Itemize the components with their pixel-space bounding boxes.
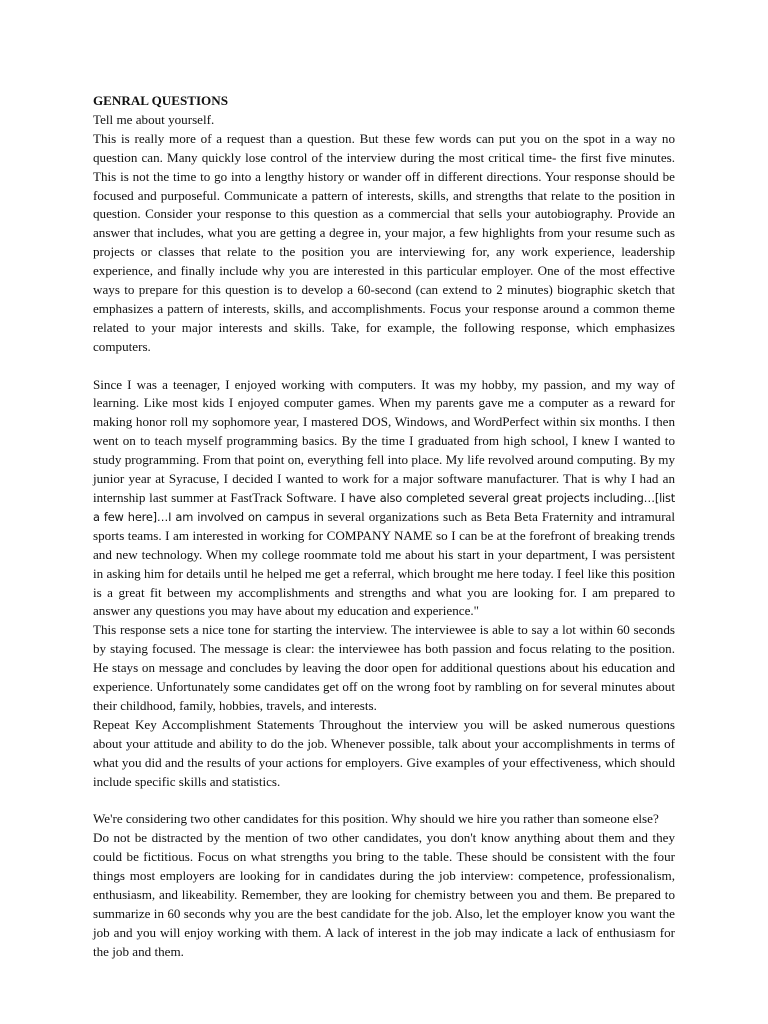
answer-paragraph-why-hire-you: Do not be distracted by the mention of two other candidates, you don't know anything about them and they could be fictitious. Focus on what strengths you bring to the table. These should be consistent with the four things most employers are looking for in candidates during the job interview: competence, professionalism, enthusiasm, and likeability. Remember, they are looking for chemistry between you and them. Be prepared to summarize in 60 seconds why you are the best candidate for the job. Also, let the employer know you want the job and you will enjoy working with them. A lack of interest in the job may indicate a lack of enthusiasm for the job and them. [93,830,675,959]
sample-response-paragraph [93,376,675,622]
response-analysis-paragraph: This response sets a nice tone for starting the interview. The interviewee is able to say a lot within 60 seconds by staying focused. The message is clear: the interviewee has both passion and focus relating to the position. He stays on message and concludes by leaving the door open for additional questions about his education and experience. Unfortunately some candidates get off on the wrong foot by rambling on for several minutes about their childhood, family, hobbies, travels, and interests. [93,622,675,713]
paragraph-spacer [93,357,675,376]
sample-response-text-2: several organizations such as Beta Beta Fraternity and intramural sports teams. I am interested in working for COMPANY NAME so I can be at the forefront of breaking trends and new technology. When my college roommate told me about his start in your department, I was persistent in asking him for details until he helped me get a referral, which brought me here today. I feel like this position is a great fit between my accomplishments and strengths and what you are looking for. I am prepared to answer any questions you may have about my education and experience." [93,508,675,619]
accomplishment-statements-paragraph: Repeat Key Accomplishment Statements Throughout the interview you will be asked numerous questions about your attitude and ability to do the job. Whenever possible, talk about your accomplishments in terms of what you did and the results of your actions for employers. Give examples of your effectiveness, which should include specific skills and statistics. [93,716,675,789]
paragraph-spacer [93,792,675,811]
sample-response-projects-text: have also completed several great projects including…[list a few here]…I am involved on campus in [93,491,675,524]
question-tell-me-about-yourself: Tell me about yourself. [93,111,215,127]
section-heading: GENRAL QUESTIONS [93,93,228,108]
question-why-hire-you: We're considering two other candidates for this position. Why should we hire you rather than someone else? [93,811,659,827]
sample-response-text-1: Since I was a teenager, I enjoyed working with computers. It was my hobby, my passion, and my way of learning. Like most kids I enjoyed computer games. When my parents gave me a computer as a reward for making honor roll my sophomore year, I mastered DOS, Windows, and WordPerfect within six months. I then went on to teach myself programming basics. By the time I graduated from high school, I knew I wanted to study programming. From that point on, everything fell into place. My life revolved around computing. By my junior year at Syracuse, I decided I wanted to work for a major software manufacturer. That is why I had an internship last summer at FastTrack Software. I [93,376,675,506]
answer-paragraph-intro: This is really more of a request than a question. But these few words can put you on the spot in a way no question can. Many quickly lose control of the interview during the most critical time- the first five minutes. This is not the time to go into a lengthy history or wander off in different directions. Your response should be focused and purposeful. Communicate a pattern of interests, skills, and strengths that relate to the position in question. Consider your response to this question as a commercial that sells your autobiography. Provide an answer that includes, what you are getting a degree in, your major, a few highlights from your resume such as projects or classes that relate to the position you are interviewing for, any work experience, leadership experience, and finally include why you are interested in this particular employer. One of the most effective ways to prepare for this question is to develop a 60-second (can extend to 2 minutes) biographic sketch that emphasizes a pattern of interests, skills, and accomplishments. Focus your response around a common theme related to your major interests and skills. Take, for example, the following response, which emphasizes computers. [93,130,675,354]
document-page [93,92,675,962]
